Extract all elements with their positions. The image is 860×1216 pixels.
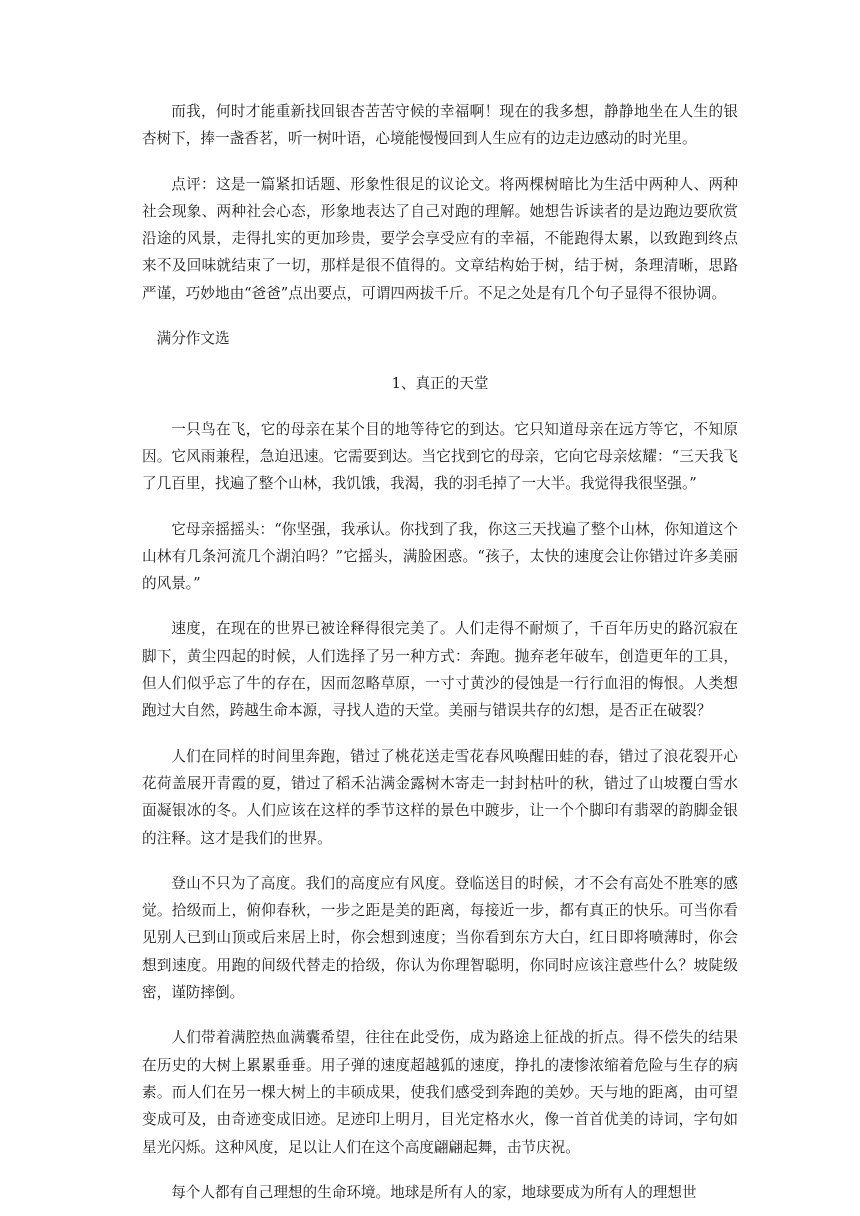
article-paragraph: 它母亲摇摇头：“你坚强，我承认。你找到了我，你这三天找遍了整个山林，你知道这个山林有几条河流几个湖泊吗？”它摇头，满脸困惑。“孩子，太快的速度会让你错过许多美丽的风景。” [142,520,738,593]
document-page [142,98,738,1206]
article-paragraph: 人们带着满腔热血满囊希望，往往在此受伤，成为路途上征战的折点。得不偿失的结果在历史的大树上累累垂垂。用子弹的速度超越狐的速度，挣扎的凄惨浓缩着危险与生存的病素。而人们在另一棵大树上的丰硕成果，使我们感受到奔跑的美妙。天与地的距离，由可望变成可及，由奇迹变成旧迹。足迹印上明月，目光定格水火，像一首首优美的诗词，字句如星光闪烁。这种风度，足以让人们在这个高度翩翩起舞，击节庆祝。 [142,1029,738,1156]
article-paragraph: 登山不只为了高度。我们的高度应有风度。登临送目的时候，才不会有高处不胜寒的感觉。拾级而上，俯仰春秋，一步之距是美的距离，每接近一步，都有真正的快乐。可当你看见别人已到山顶或后来居上时，你会想到速度；当你看到东方大白，红日即将喷薄时，你会想到速度。用跑的间级代替走的拾级，你认为你理智聪明，你同时应该注意些什么？坡陡级密，谨防摔倒。 [142,874,738,1002]
review-paragraph: 点评：这是一篇紧扣话题、形象性很足的议论文。将两棵树暗比为生活中两种人、两种社会现象、两种社会心态，形象地表达了自己对跑的理解。她想告诉读者的是边跑边要欣赏沿途的风景，走得扎实的更加珍贵，要学会享受应有的幸福，不能跑得太累，以致跑到终点来不及回味就结束了一切，那样是很不值得的。文章结构始于树，结于树，条理清晰，思路严谨，巧妙地由“爸爸”点出要点，可谓四两拔千斤。不足之处是有几个句子显得不很协调。 [142,175,738,302]
article-paragraph: 每个人都有自己理想的生命环境。地球是所有人的家，地球要成为所有人的理想世 [171,1183,697,1201]
article-paragraph: 一只鸟在飞，它的母亲在某个目的地等待它的到达。它只知道母亲在远方等它，不知原因。它风雨兼程，急迫迅速。它需要到达。当它找到它的母亲，它向它母亲炫耀：“三天我飞了几百里，找遍了整个山林，我饥饿，我渴，我的羽毛掉了一大半。我觉得我很坚强。” [142,420,738,493]
section-heading: 满分作文选 [156,330,230,348]
article-paragraph: 人们在同样的时间里奔跑，错过了桃花送走雪花春风唤醒田蛙的春，错过了浪花裂开心花荷盖展开青霞的夏，错过了稻禾沾满金露树木寄走一封封枯叶的秋，错过了山坡覆白雪水面凝银冰的冬。人们应该在这样的季节这样的景色中踱步，让一个个脚印有翡翠的韵脚金银的注释。这才是我们的世界。 [142,747,738,847]
article-title: 1、真正的天堂 [391,375,489,393]
article-paragraph: 速度，在现在的世界已被诠释得很完美了。人们走得不耐烦了，千百年历史的路沉寂在脚下，黄尘四起的时候，人们选择了另一种方式：奔跑。抛弃老年破车，创造更年的工具，但人们似乎忘了牛的存在，因而忽略草原，一寸寸黄沙的侵蚀是一行行血泪的悔恨。人类想跑过大自然，跨越生命本源，寻找人造的天堂。美丽与错误共存的幻想，是否正在破裂？ [142,620,738,720]
intro-paragraph: 而我，何时才能重新找回银杏苦苦守候的幸福啊！现在的我多想，静静地坐在人生的银杏树下，捧一盏香茗，听一树叶语，心境能慢慢回到人生应有的边走边感动的时光里。 [142,103,738,148]
